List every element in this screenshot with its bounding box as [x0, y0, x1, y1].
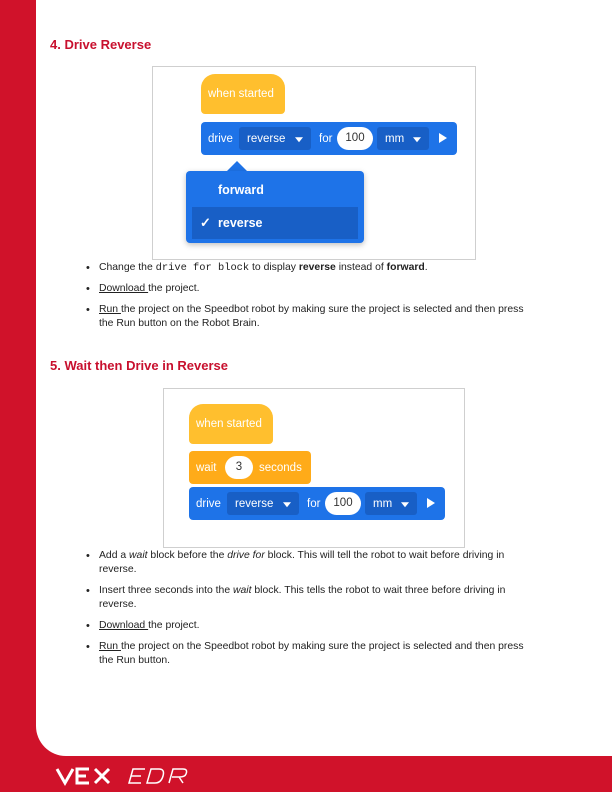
list-item: • Run the project on the Speedbot robot by making sure the project is selected and then press the Run button on the Robot Brain.	[86, 303, 536, 331]
play-icon[interactable]	[427, 498, 435, 508]
forward-label: forward	[218, 183, 264, 197]
vex-edr-logo	[55, 765, 205, 787]
wait-drive-screenshot	[163, 388, 465, 548]
menu-option-reverse[interactable]	[192, 207, 358, 239]
section-4-heading: 4. Drive Reverse	[50, 37, 152, 52]
unit-dropdown[interactable]	[377, 127, 429, 150]
direction-menu	[186, 171, 364, 243]
drive-label: drive	[208, 132, 233, 145]
run-link[interactable]: Run	[99, 641, 121, 652]
chevron-down-icon	[413, 137, 421, 142]
list-item: • Run the project on the Speedbot robot by making sure the project is selected and then press the Run button.	[86, 640, 536, 668]
drive-reverse-screenshot	[152, 66, 476, 260]
download-link[interactable]: Download	[99, 620, 149, 631]
wait-seconds-input[interactable]: 3	[225, 456, 253, 479]
drive-for-block	[201, 122, 457, 155]
drive-label: drive	[196, 497, 221, 510]
seconds-label: seconds	[259, 461, 302, 474]
when-started-block	[201, 74, 285, 114]
when-started-label: when started	[208, 88, 274, 100]
play-icon[interactable]	[439, 133, 447, 143]
list-item: • Change the drive for block to display reverse instead of forward.	[86, 261, 536, 275]
list-item: • Download the project.	[86, 619, 536, 633]
direction-value: reverse	[235, 497, 274, 510]
for-label: for	[319, 132, 333, 145]
distance-input[interactable]: 100	[325, 492, 361, 515]
unit-dropdown[interactable]	[365, 492, 417, 515]
unit-value: mm	[385, 132, 405, 145]
reverse-label: reverse	[218, 216, 263, 230]
chevron-down-icon	[295, 137, 303, 142]
list-item: • Add a wait block before the drive for block. This will tell the robot to wait before driving in reverse.	[86, 549, 536, 577]
section-5-heading: 5. Wait then Drive in Reverse	[50, 358, 228, 373]
check-icon: ✓	[200, 215, 211, 230]
list-item: • Download the project.	[86, 282, 536, 296]
section-4-steps	[86, 261, 536, 338]
menu-pointer	[227, 161, 247, 171]
menu-option-forward[interactable]	[192, 174, 358, 206]
drive-for-block	[189, 487, 445, 520]
unit-value: mm	[373, 497, 393, 510]
download-link[interactable]: Download	[99, 283, 149, 294]
when-started-label: when started	[196, 418, 262, 430]
wait-label: wait	[196, 461, 217, 474]
section-5-steps	[86, 549, 536, 675]
for-label: for	[307, 497, 321, 510]
when-started-block	[189, 404, 273, 444]
wait-block	[189, 451, 311, 484]
direction-value: reverse	[247, 132, 286, 145]
list-item: • Insert three seconds into the wait block. This tells the robot to wait three before driving in reverse.	[86, 584, 536, 612]
run-link[interactable]: Run	[99, 304, 121, 315]
direction-dropdown[interactable]	[227, 492, 299, 515]
distance-input[interactable]: 100	[337, 127, 373, 150]
direction-dropdown[interactable]	[239, 127, 311, 150]
chevron-down-icon	[283, 502, 291, 507]
chevron-down-icon	[401, 502, 409, 507]
